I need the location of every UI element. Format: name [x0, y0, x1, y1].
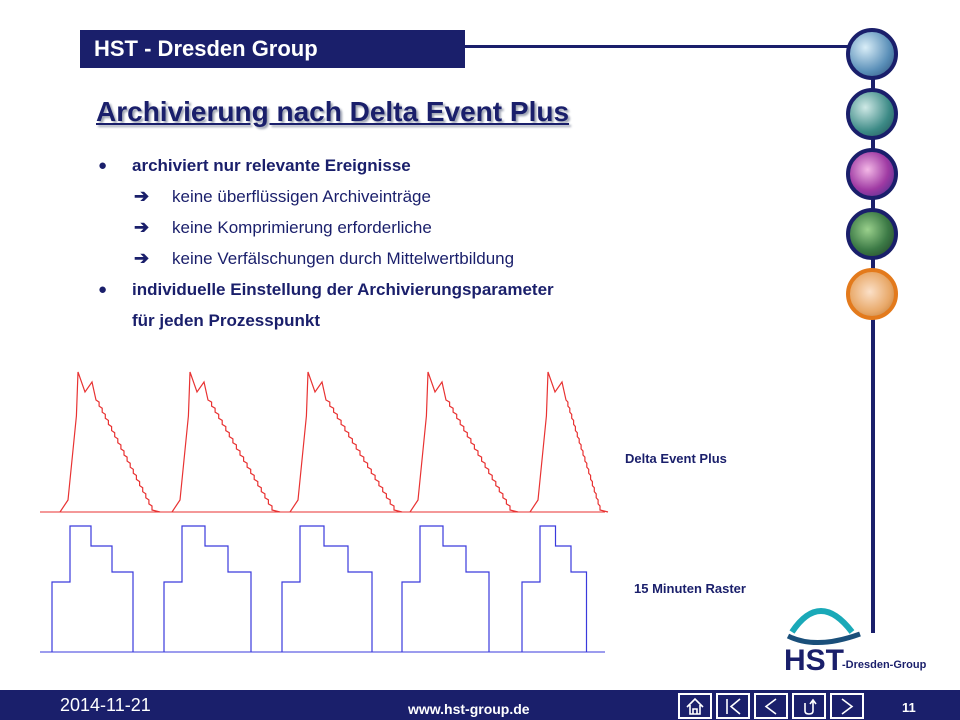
signal-chart: [40, 360, 610, 660]
series-label-delta: Delta Event Plus: [625, 451, 727, 466]
sub-bullet-item: [98, 243, 838, 274]
page-number: 11: [902, 700, 916, 715]
blue-step: [52, 526, 133, 652]
hst-logo: [780, 598, 930, 676]
home-icon: [680, 695, 710, 717]
blue-series: [52, 526, 587, 652]
bullet-dot-icon: ●: [98, 157, 108, 174]
footer-date: 2014-11-21: [60, 695, 151, 715]
next-slide-icon: [832, 695, 862, 717]
arrow-right-icon: ➔: [134, 186, 150, 206]
next-slide-button[interactable]: [830, 693, 864, 719]
orb-image-1: [846, 28, 898, 80]
logo-wave-icon: [788, 634, 860, 643]
slide-title: Archivierung nach Delta Event Plus: [96, 96, 570, 127]
header-line: [465, 45, 865, 48]
bullet-text: keine Verfälschungen durch Mittelwertbildung: [172, 249, 515, 268]
bullet-text: individuelle Einstellung der Archivierungsparameter: [132, 280, 554, 299]
orb-image-2: [846, 88, 898, 140]
home-button[interactable]: [678, 693, 712, 719]
footer-url[interactable]: www.hst-group.de: [408, 701, 530, 717]
first-slide-icon: [718, 695, 748, 717]
logo-subtext: -Dresden-Group: [842, 659, 927, 671]
orb-image-5: [846, 268, 898, 320]
bullet-continuation: [98, 305, 838, 336]
bullet-text: für jeden Prozesspunkt: [132, 311, 320, 330]
logo-text: HST: [784, 644, 844, 676]
blue-step: [522, 526, 587, 652]
return-button[interactable]: [792, 693, 826, 719]
sub-bullet-item: [98, 212, 838, 243]
bullet-text: archiviert nur relevante Ereignisse: [132, 156, 411, 175]
return-icon: [794, 695, 824, 717]
orb-image-4: [846, 208, 898, 260]
blue-step: [164, 526, 251, 652]
blue-step: [282, 526, 372, 652]
series-label-raster: 15 Minuten Raster: [634, 581, 746, 596]
bullet-item: [98, 150, 838, 181]
bullet-text: keine Komprimierung erforderliche: [172, 218, 432, 237]
blue-step: [402, 526, 489, 652]
first-slide-button[interactable]: [716, 693, 750, 719]
red-peak: [172, 372, 280, 512]
red-series: [60, 372, 608, 512]
bullet-item: [98, 274, 838, 305]
red-peak: [290, 372, 402, 512]
brand-header: HST - Dresden Group: [80, 30, 465, 68]
previous-slide-icon: [756, 695, 786, 717]
logo-arc-icon: [792, 611, 852, 632]
bullet-list: [98, 150, 838, 336]
red-peak: [410, 372, 518, 512]
bullet-text: keine überflüssigen Archiveinträge: [172, 187, 431, 206]
previous-slide-button[interactable]: [754, 693, 788, 719]
sub-bullet-item: [98, 181, 838, 212]
arrow-right-icon: ➔: [134, 248, 150, 268]
red-peak: [530, 372, 608, 512]
red-peak: [60, 372, 160, 512]
bullet-dot-icon: ●: [98, 281, 108, 298]
orb-image-3: [846, 148, 898, 200]
arrow-right-icon: ➔: [134, 217, 150, 237]
